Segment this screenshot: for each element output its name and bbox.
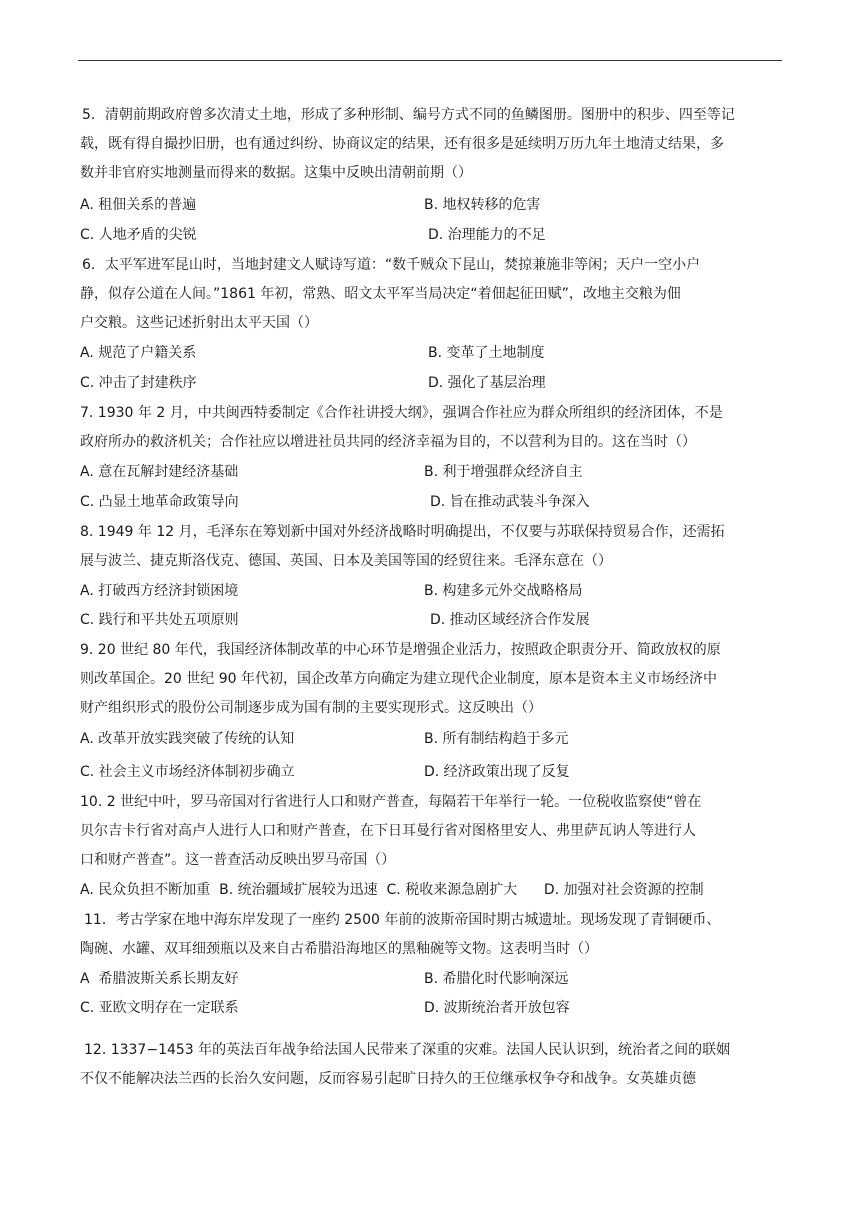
q6-option-d: D. 强化了基层治理 xyxy=(428,375,546,391)
q11-option-c: C. 亚欧文明存在一定联系 xyxy=(80,1000,239,1016)
q7-option-d: D. 旨在推动武装斗争深入 xyxy=(430,494,590,510)
q6-option-a: A. 规范了户籍关系 xyxy=(80,345,197,361)
q5-line-2: 载，既有得自撮抄旧册，也有通过纠纷、协商议定的结果，还有很多是延续明万历九年土地清丈结果，多 xyxy=(80,136,724,152)
q8-option-c: C. 践行和平共处五项原则 xyxy=(80,612,239,628)
q9-line-2: 则改革国企。20 世纪 90 年代初，国企改革方向确定为建立现代企业制度，原本是资本主义市场经济中 xyxy=(80,671,717,687)
q10-line-3: 口和财产普查”。这一普查活动反映出罗马帝国（） xyxy=(80,852,396,868)
q9-option-d: D. 经济政策出现了反复 xyxy=(424,764,570,780)
q8-option-b: B. 构建多元外交战略格局 xyxy=(424,583,583,599)
q11-option-a: A 希腊波斯关系长期友好 xyxy=(80,971,239,987)
q6-line-1: 6．太平军进军昆山时，当地封建文人赋诗写道：“数千贼众下昆山，焚掠兼施非等闲；天户一空小户 xyxy=(82,257,701,273)
q10-options: A. 民众负担不断加重 B. 统治疆域扩展较为迅速 C. 税收来源急剧扩大 D. 加强对社会资源的控制 xyxy=(80,882,704,898)
q9-line-1: 9. 20 世纪 80 年代，我国经济体制改革的中心环节是增强企业活力，按照政企职责分开、简政放权的原 xyxy=(80,642,721,658)
q6-line-2: 静，似存公道在人间。”1861 年初，常熟、昭文太平军当局决定“着佃起征田赋”，改地主交粮为佃 xyxy=(80,286,681,302)
q12-line-2: 不仅不能解决法兰西的长治久安问题，反而容易引起旷日持久的王位继承权争夺和战争。女英雄贞德 xyxy=(80,1071,696,1087)
q6-option-b: B. 变革了土地制度 xyxy=(428,345,545,361)
q7-option-b: B. 利于增强群众经济自主 xyxy=(424,464,583,480)
q12-line-1: 12. 1337−1453 年的英法百年战争给法国人民带来了深重的灾难。法国人民认识到，统治者之间的联姻 xyxy=(84,1042,731,1058)
q7-option-c: C. 凸显土地革命政策导向 xyxy=(80,494,239,510)
q6-option-c: C. 冲击了封建秩序 xyxy=(80,375,197,391)
q5-line-3: 数并非官府实地测量而得来的数据。这集中反映出清朝前期（） xyxy=(80,165,472,181)
q7-option-a: A. 意在瓦解封建经济基础 xyxy=(80,464,239,480)
q5-option-a: A. 租佃关系的普遍 xyxy=(80,197,197,213)
q10-line-1: 10. 2 世纪中叶，罗马帝国对行省进行人口和财产普查，每隔若干年举行一轮。一位税收监察使“曾在 xyxy=(80,794,702,810)
q5-option-d: D. 治理能力的不足 xyxy=(428,227,546,243)
q8-line-2: 展与波兰、捷克斯洛伐克、德国、英国、日本及美国等国的经贸往来。毛泽东意在（） xyxy=(80,553,612,569)
q10-line-2: 贝尔吉卡行省对高卢人进行人口和财产普查，在下日耳曼行省对图格里安人、弗里萨瓦讷人等进行人 xyxy=(80,823,696,839)
q5-option-b: B. 地权转移的危害 xyxy=(424,197,541,213)
q11-line-2: 陶碗、水罐、双耳细颈瓶以及来自古希腊沿海地区的黑釉碗等文物。这表明当时（） xyxy=(80,941,598,957)
q8-line-1: 8. 1949 年 12 月，毛泽东在筹划新中国对外经济战略时明确提出，不仅要与苏联保持贸易合作，还需拓 xyxy=(80,524,725,540)
header-rule xyxy=(78,60,782,61)
q9-option-c: C. 社会主义市场经济体制初步确立 xyxy=(80,764,295,780)
q9-line-3: 财产组织形式的股份公司制逐步成为国有制的主要实现形式。这反映出（） xyxy=(80,700,542,716)
q5-line-1: 5．清朝前期政府曾多次清丈土地，形成了多种形制、编号方式不同的鱼鳞图册。图册中的积步、四至等记 xyxy=(82,107,735,123)
q8-option-a: A. 打破西方经济封锁困境 xyxy=(80,583,239,599)
q7-line-1: 7. 1930 年 2 月，中共闽西特委制定《合作社讲授大纲》，强调合作社应为群众所组织的经济团体，不是 xyxy=(80,405,723,421)
q11-option-b: B. 希腊化时代影响深远 xyxy=(424,971,569,987)
q11-line-1: 11．考古学家在地中海东岸发现了一座约 2500 年前的波斯帝国时期古城遗址。现场发现了青铜硬币、 xyxy=(84,912,721,928)
q9-option-a: A. 改革开放实践突破了传统的认知 xyxy=(80,731,295,747)
q7-line-2: 政府所办的救济机关；合作社应以增进社员共同的经济幸福为目的，不以营利为目的。这在当时（） xyxy=(80,434,696,450)
q5-option-c: C. 人地矛盾的尖锐 xyxy=(80,227,197,243)
q6-line-3: 户交粮。这些记述折射出太平天国（） xyxy=(80,315,318,331)
q9-option-b: B. 所有制结构趋于多元 xyxy=(424,731,569,747)
q11-option-d: D. 波斯统治者开放包容 xyxy=(424,1000,570,1016)
q8-option-d: D. 推动区域经济合作发展 xyxy=(430,612,590,628)
